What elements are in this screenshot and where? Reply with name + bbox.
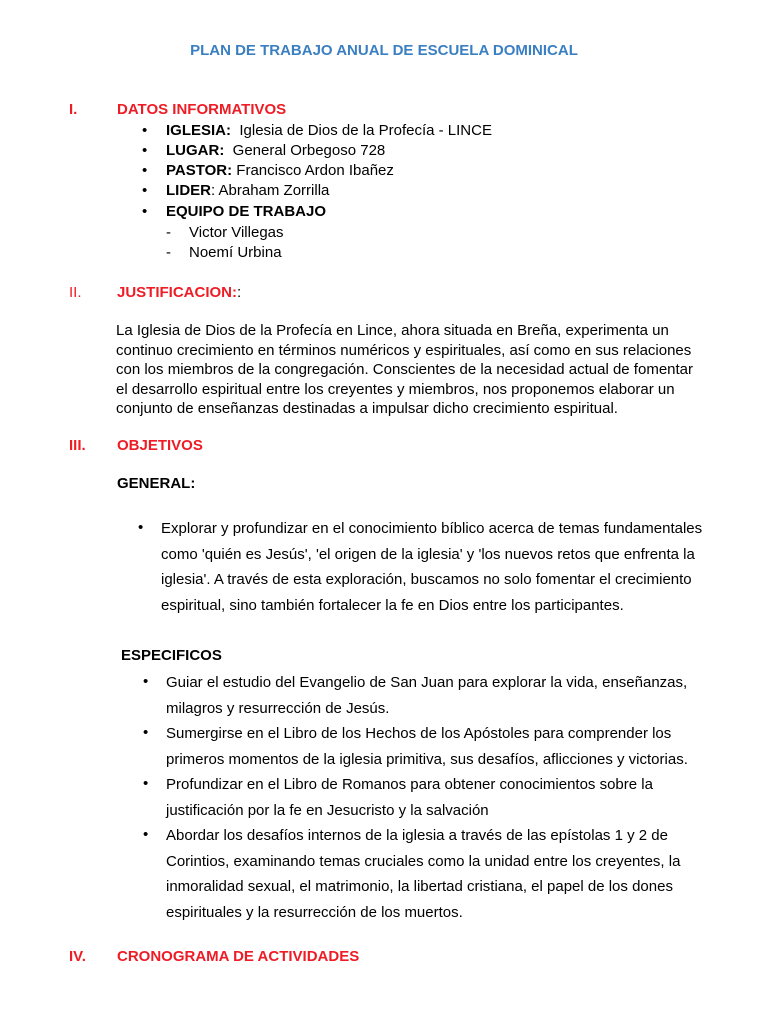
section-4-title: CRONOGRAMA DE ACTIVIDADES [117, 948, 360, 965]
dash-icon: - [166, 244, 171, 261]
section-3-number: III. [69, 437, 86, 454]
objective-line: iglesia'. A través de esta exploración, buscamos no solo fomentar el crecimiento [161, 571, 692, 588]
info-label: LUGAR: [166, 142, 225, 159]
team-member: Victor Villegas [189, 224, 284, 241]
bullet-icon: • [142, 182, 148, 199]
document-title: PLAN DE TRABAJO ANUAL DE ESCUELA DOMINICAL [190, 42, 578, 59]
section-1-title: DATOS INFORMATIVOS [117, 101, 287, 118]
bullet-icon: • [142, 203, 148, 220]
bullet-icon: • [142, 162, 148, 179]
objective-line: como 'quién es Jesús', 'el origen de la iglesia' y 'los nuevos retos que enfrenta la [161, 545, 695, 563]
info-label: IGLESIA: [166, 122, 232, 139]
info-item-lider [142, 182, 330, 199]
paragraph-line: con los miembros de la congregación. Conscientes de la necesidad actual de fomentar [116, 361, 694, 378]
general-objective [161, 516, 761, 618]
objective-line: espiritual, sino también fortalecer la fe en Dios entre los participantes. [161, 596, 624, 614]
paragraph-line: el desarrollo espiritual entre los creyentes y miembros, nos proponemos elaborar un [116, 380, 675, 398]
info-value: Francisco Ardon Ibañez [232, 162, 394, 179]
bullet-icon: • [142, 122, 148, 139]
specific-heading: ESPECIFICOS [121, 647, 222, 664]
specific-objective [166, 721, 736, 772]
bullet-icon: • [143, 673, 149, 690]
dash-icon: - [166, 224, 171, 241]
objective-line: primeros momentos de la iglesia primitiva, sus desafíos, aflicciones y victorias. [166, 750, 688, 768]
team-member: Noemí Urbina [189, 244, 282, 261]
section-3-title: OBJETIVOS [117, 437, 203, 454]
paragraph-line: conjunto de enseñanzas destinadas a impulsar dicho crecimiento espiritual. [116, 400, 618, 417]
section-2-title-text: JUSTIFICACION: [117, 284, 237, 301]
specific-objective [166, 823, 736, 925]
info-value: General Orbegoso 728 [224, 142, 386, 159]
objective-line: espirituales y la resurrección de los muertos. [166, 903, 463, 921]
info-value: Iglesia de Dios de la Profecía - LINCE [231, 122, 492, 139]
objective-line: Abordar los desafíos internos de la iglesia a través de las epístolas 1 y 2 de [166, 827, 668, 844]
section-2-title [117, 284, 241, 301]
section-4-number: IV. [69, 948, 86, 965]
bullet-icon: • [143, 724, 149, 741]
info-value: : Abraham Zorrilla [211, 182, 330, 199]
objective-line: Profundizar en el Libro de Romanos para obtener conocimientos sobre la [166, 776, 653, 793]
bullet-icon: • [142, 142, 148, 159]
objective-line: Corintios, examinando temas cruciales como la unidad entre los creyentes, la [166, 852, 681, 870]
section-1-number: I. [69, 101, 78, 118]
objective-line: milagros y resurrección de Jesús. [166, 699, 390, 717]
info-item-lugar [142, 142, 386, 159]
bullet-icon: • [143, 775, 149, 792]
bullet-icon: • [138, 519, 144, 536]
specific-objective [166, 670, 736, 721]
objective-line: Guiar el estudio del Evangelio de San Juan para explorar la vida, enseñanzas, [166, 674, 688, 691]
info-label: LIDER [166, 182, 211, 199]
objective-line: Sumergirse en el Libro de los Hechos de los Apóstoles para comprender los [166, 725, 672, 742]
info-item-equipo [142, 203, 327, 220]
general-heading: GENERAL: [117, 475, 196, 492]
justification-paragraph [116, 321, 716, 419]
paragraph-line: La Iglesia de Dios de la Profecía en Lince, ahora situada en Breña, experimenta un [116, 322, 669, 339]
info-item-pastor [142, 162, 394, 179]
paragraph-line: continuo crecimiento en términos numéricos y espirituales, así como en sus relaciones [116, 341, 692, 359]
objective-line: Explorar y profundizar en el conocimiento bíblico acerca de temas fundamentales [161, 520, 703, 537]
objective-line: justificación por la fe en Jesucristo y la salvación [166, 801, 489, 819]
section-2-number: II. [69, 284, 82, 301]
section-2-title-suffix: : [237, 284, 242, 301]
specific-objective [166, 772, 736, 823]
objective-line: inmoralidad sexual, el matrimonio, la libertad cristiana, el papel de los dones [166, 878, 673, 895]
info-item-iglesia [142, 122, 492, 139]
info-label: EQUIPO DE TRABAJO [166, 203, 327, 220]
info-label: PASTOR: [166, 162, 233, 179]
bullet-icon: • [143, 826, 149, 843]
